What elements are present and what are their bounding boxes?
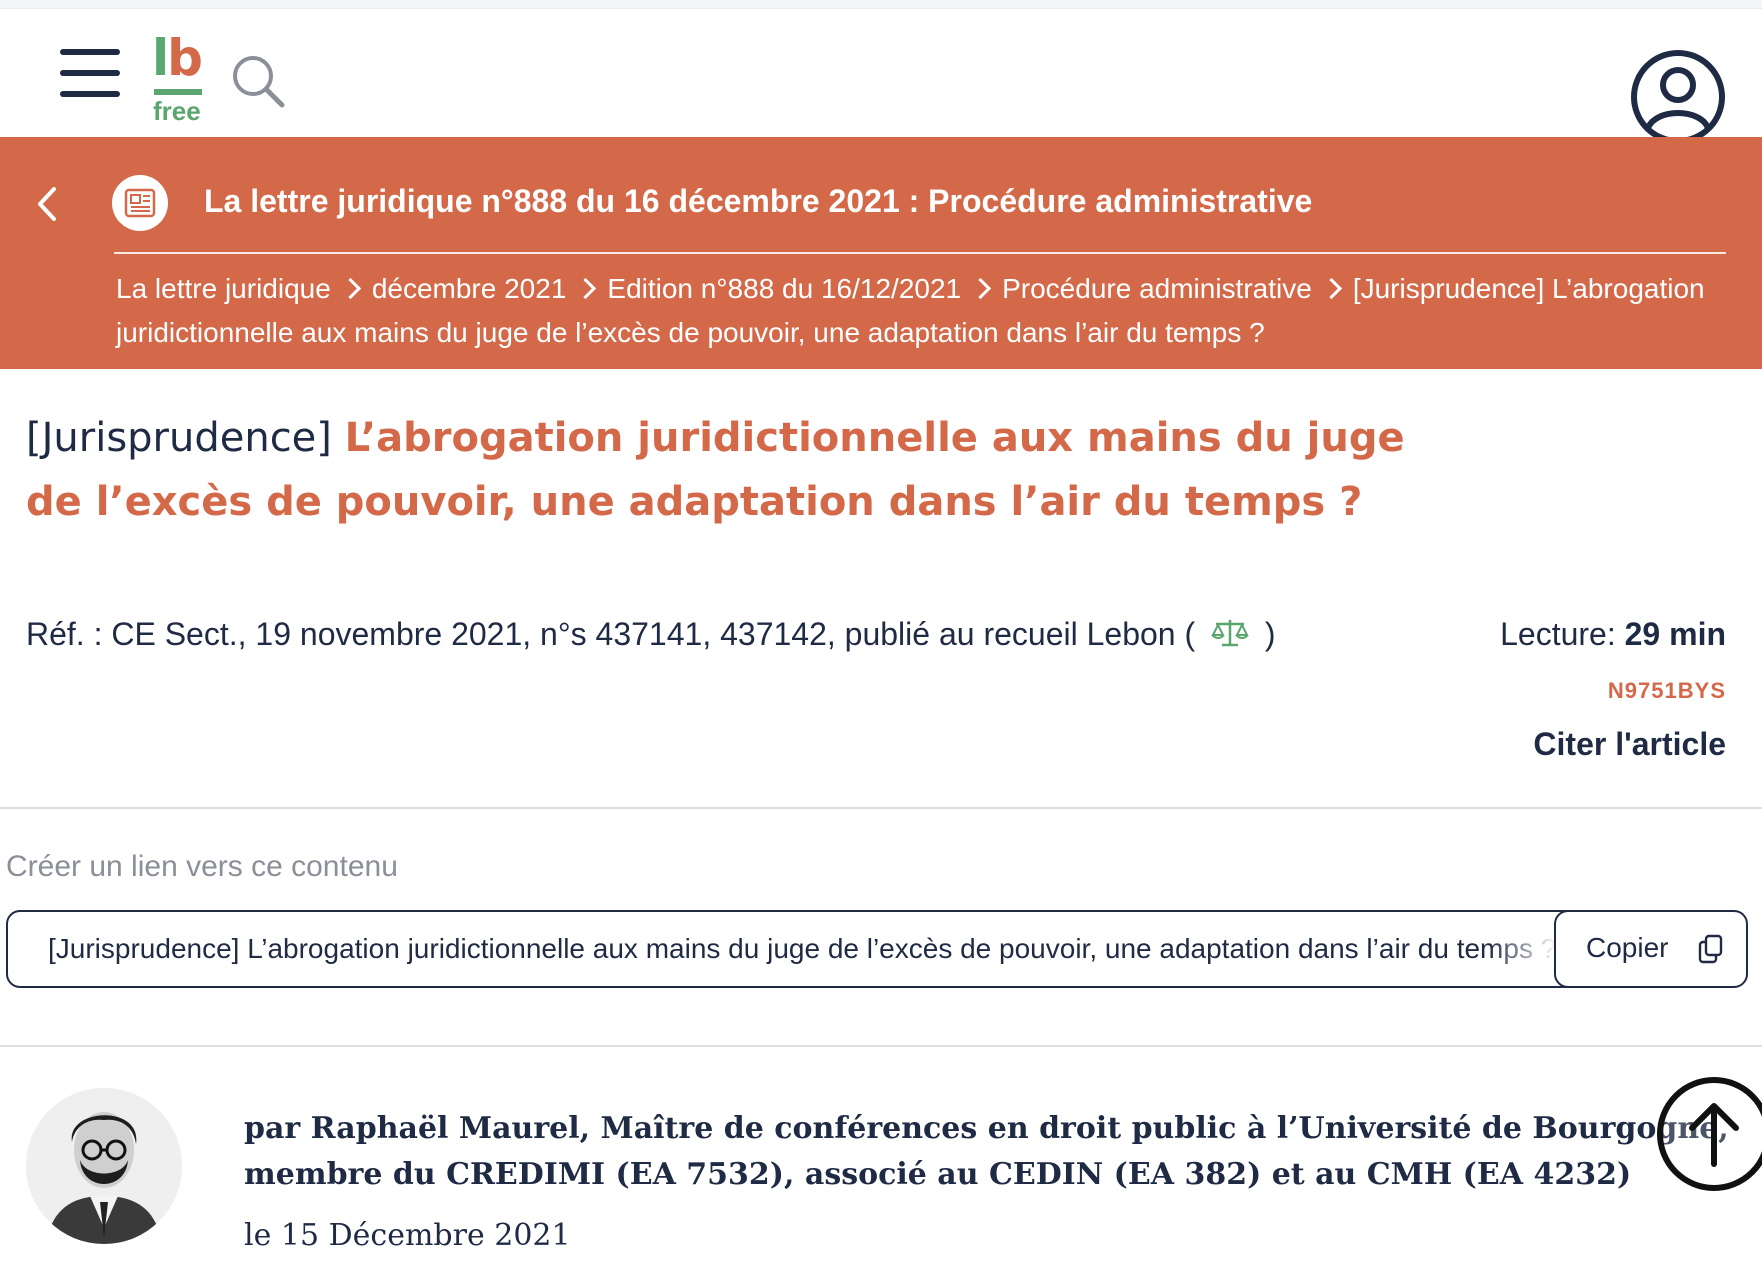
breadcrumb-item[interactable]: décembre 2021 (371, 273, 567, 304)
chevron-right-icon (1321, 278, 1342, 299)
banner-divider (114, 252, 1726, 254)
section-divider (0, 1045, 1762, 1047)
breadcrumb-item[interactable]: La lettre juridique (116, 273, 331, 304)
chevron-left-icon[interactable] (30, 181, 64, 227)
issue-title[interactable]: La lettre juridique n°888 du 16 décembre 2021 : Procédure administrative (204, 183, 1313, 219)
top-edge (0, 0, 1762, 9)
reference-close: ) (1264, 616, 1276, 652)
site-logo[interactable] (152, 29, 208, 126)
reading-label: Lecture: (1500, 616, 1616, 652)
section-divider (0, 807, 1762, 809)
publication-date: le 15 Décembre 2021 (244, 1218, 571, 1253)
logo-free-text: free (153, 96, 201, 126)
cite-article-button[interactable]: Citer l'article (1533, 726, 1726, 762)
breadcrumb-current: [Jurisprudence] L’abrogation juridictionnelle aux mains du juge de l’excès de pouvoir, une adaptation dans l’air du temps ? (116, 273, 1705, 348)
chevron-right-icon (970, 278, 991, 299)
reading-time (1500, 610, 1726, 658)
arrow-up-icon (1656, 1076, 1762, 1192)
document-id: N9751BYS (1607, 678, 1726, 703)
chevron-right-icon (340, 278, 361, 299)
author-byline: par Raphaël Maurel, Maître de conférences en droit public à l’Université de Bourgogne, membre du CREDIMI (EA 7532), associé au CEDIN (EA 382) et au CMH (EA 4232) (244, 1111, 1729, 1192)
newspaper-icon (112, 175, 168, 231)
scroll-to-top-button[interactable] (1656, 1076, 1762, 1192)
logo-mark: lb (152, 29, 201, 87)
reference-text: Réf. : CE Sect., 19 novembre 2021, n°s 437141, 437142, publié au recueil Lebon ( (26, 616, 1196, 652)
issue-banner (0, 137, 1762, 369)
copy-icon (1698, 934, 1724, 964)
article-title (26, 406, 1426, 534)
site-header (0, 9, 1762, 137)
author-avatar (26, 1088, 182, 1244)
menu-icon[interactable] (60, 49, 120, 97)
reading-value: 29 min (1624, 616, 1726, 652)
article-kind: [Jurisprudence] (26, 415, 332, 461)
search-icon[interactable] (230, 53, 288, 111)
link-input[interactable] (48, 912, 1558, 986)
article-title-text: L’abrogation juridictionnelle aux mains du juge de l’excès de pouvoir, une adaptation dans l’air du temps ? (26, 415, 1405, 525)
scale-icon[interactable] (1210, 614, 1250, 662)
link-field (6, 910, 1748, 988)
breadcrumb-item[interactable]: Procédure administrative (1002, 273, 1312, 304)
copy-button[interactable] (1554, 910, 1748, 988)
user-circle-icon[interactable] (1626, 45, 1730, 149)
chevron-right-icon (575, 278, 596, 299)
breadcrumb (116, 267, 1736, 355)
link-label: Créer un lien vers ce contenu (6, 850, 398, 883)
breadcrumb-item[interactable]: Edition n°888 du 16/12/2021 (607, 273, 962, 304)
article-reference (26, 610, 1276, 662)
copy-label: Copier (1586, 932, 1669, 963)
